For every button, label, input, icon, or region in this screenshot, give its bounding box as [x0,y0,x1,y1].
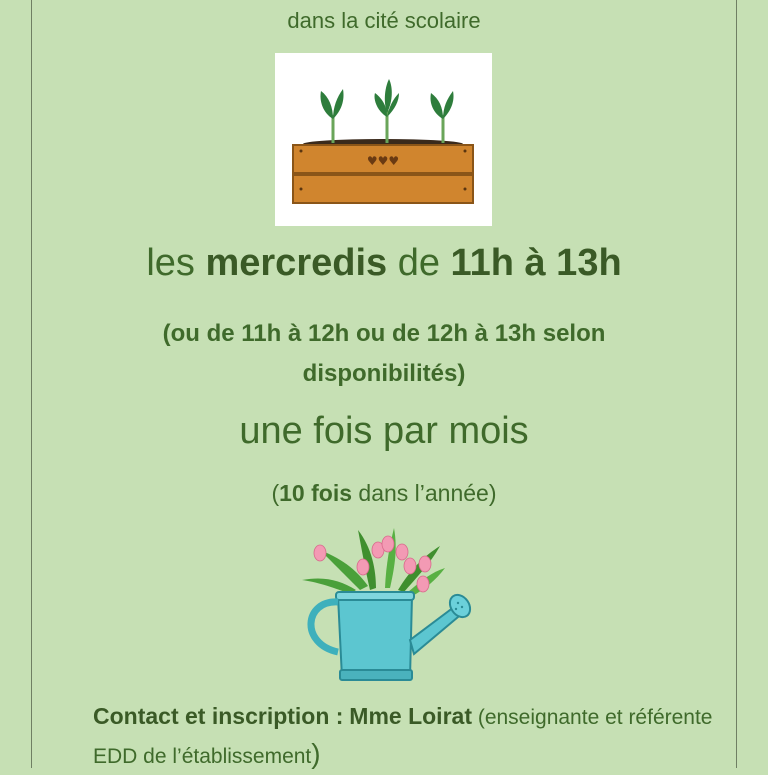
schedule-alternative: (ou de 11h à 12h ou de 12h à 13h selon disponibilités) [162,320,606,387]
sprout-icon [375,79,400,143]
contact-role: (enseignante et référente EDD de l’établissement [93,706,713,768]
planter-box-icon [275,53,492,226]
frequency-line: une fois par mois [239,410,529,452]
subtitle: dans la cité scolaire [287,8,481,33]
watering-can-tulips-icon [290,520,490,690]
frequency-detail: (10 fois dans l’année) [271,480,497,506]
sprout-icon [431,91,454,143]
svg-text:♥♥♥: ♥♥♥ [366,154,400,168]
contact-block: Contact et inscription : Mme Loirat (enseignante et référente EDD de l’établissement) [93,703,713,769]
right-border [736,0,737,768]
sprout-icon [321,89,344,143]
contact-label: Contact et inscription : [93,703,344,729]
schedule-line: les mercredis de 11h à 13h [146,242,622,284]
contact-name: Mme Loirat [349,703,472,729]
left-border [31,0,32,768]
